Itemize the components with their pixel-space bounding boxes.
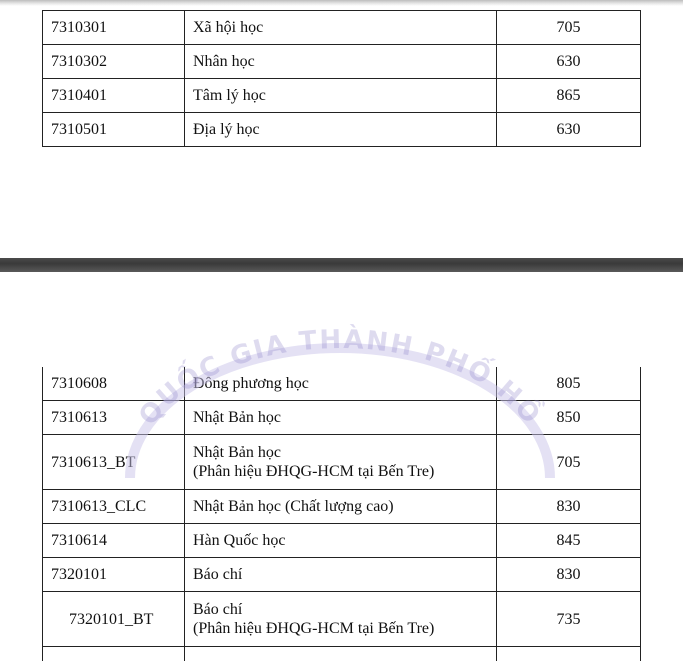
score-cell: 830 (497, 490, 641, 524)
major-code-cell (43, 647, 185, 661)
table-row (43, 435, 641, 490)
major-name: Nhật Bản học (193, 444, 281, 461)
table-row (43, 558, 641, 592)
table-row (43, 367, 641, 401)
table-row (43, 647, 641, 661)
major-name-cell: Nhân học (185, 45, 497, 79)
major-name-cell: Tâm lý học (185, 79, 497, 113)
major-code-cell: 7310613 (43, 401, 185, 435)
document-page-top (0, 0, 683, 258)
score-cell: 805 (497, 367, 641, 401)
major-name-cell: Địa lý học (185, 113, 497, 147)
score-cell: 850 (497, 401, 641, 435)
major-name-cell: Xã hội học (185, 11, 497, 45)
major-name-cell (185, 435, 497, 490)
score-cell: 735 (497, 592, 641, 647)
table-row (43, 524, 641, 558)
major-campus-note: (Phân hiệu ĐHQG-HCM tại Bến Tre) (193, 620, 435, 637)
page-separator (0, 258, 683, 272)
major-code-cell: 7310401 (43, 79, 185, 113)
major-name-cell: Báo chí (185, 558, 497, 592)
score-cell: 705 (497, 435, 641, 490)
score-cell: 705 (497, 11, 641, 45)
major-name-cell: Nhật Bản học (Chất lượng cao) (185, 490, 497, 524)
major-campus-note: (Phân hiệu ĐHQG-HCM tại Bến Tre) (193, 463, 435, 480)
table-row (43, 113, 641, 147)
table-row (43, 490, 641, 524)
major-name: Báo chí (193, 601, 243, 618)
table-row (43, 11, 641, 45)
major-name-cell: Đông phương học (185, 367, 497, 401)
score-cell: 865 (497, 79, 641, 113)
major-name-cell: Nhật Bản học (185, 401, 497, 435)
major-code-cell: 7310614 (43, 524, 185, 558)
admission-scores-table-top (42, 10, 641, 147)
page-shadow (0, 0, 683, 6)
major-code-cell: 7310613_CLC (43, 490, 185, 524)
major-code-cell: 7310613_BT (43, 435, 185, 490)
document-page-bottom (0, 272, 683, 661)
score-cell: 630 (497, 45, 641, 79)
major-code-cell: 7320101 (43, 558, 185, 592)
score-cell (497, 647, 641, 661)
major-code-cell: 7310301 (43, 11, 185, 45)
major-code-cell: 7310501 (43, 113, 185, 147)
table-row (43, 592, 641, 647)
table-row (43, 79, 641, 113)
major-name-cell (185, 592, 497, 647)
admission-scores-table-bottom (42, 367, 641, 661)
score-cell: 630 (497, 113, 641, 147)
seal-text: QUỐC GIA THÀNH PHỐ HỒ (133, 324, 547, 432)
major-name-cell: Hàn Quốc học (185, 524, 497, 558)
table-row (43, 401, 641, 435)
major-code-cell: 7320101_BT (43, 592, 185, 647)
major-code-cell: 7310302 (43, 45, 185, 79)
score-cell: 845 (497, 524, 641, 558)
table-row (43, 45, 641, 79)
major-name-cell (185, 647, 497, 661)
major-code-cell: 7310608 (43, 367, 185, 401)
score-cell: 830 (497, 558, 641, 592)
